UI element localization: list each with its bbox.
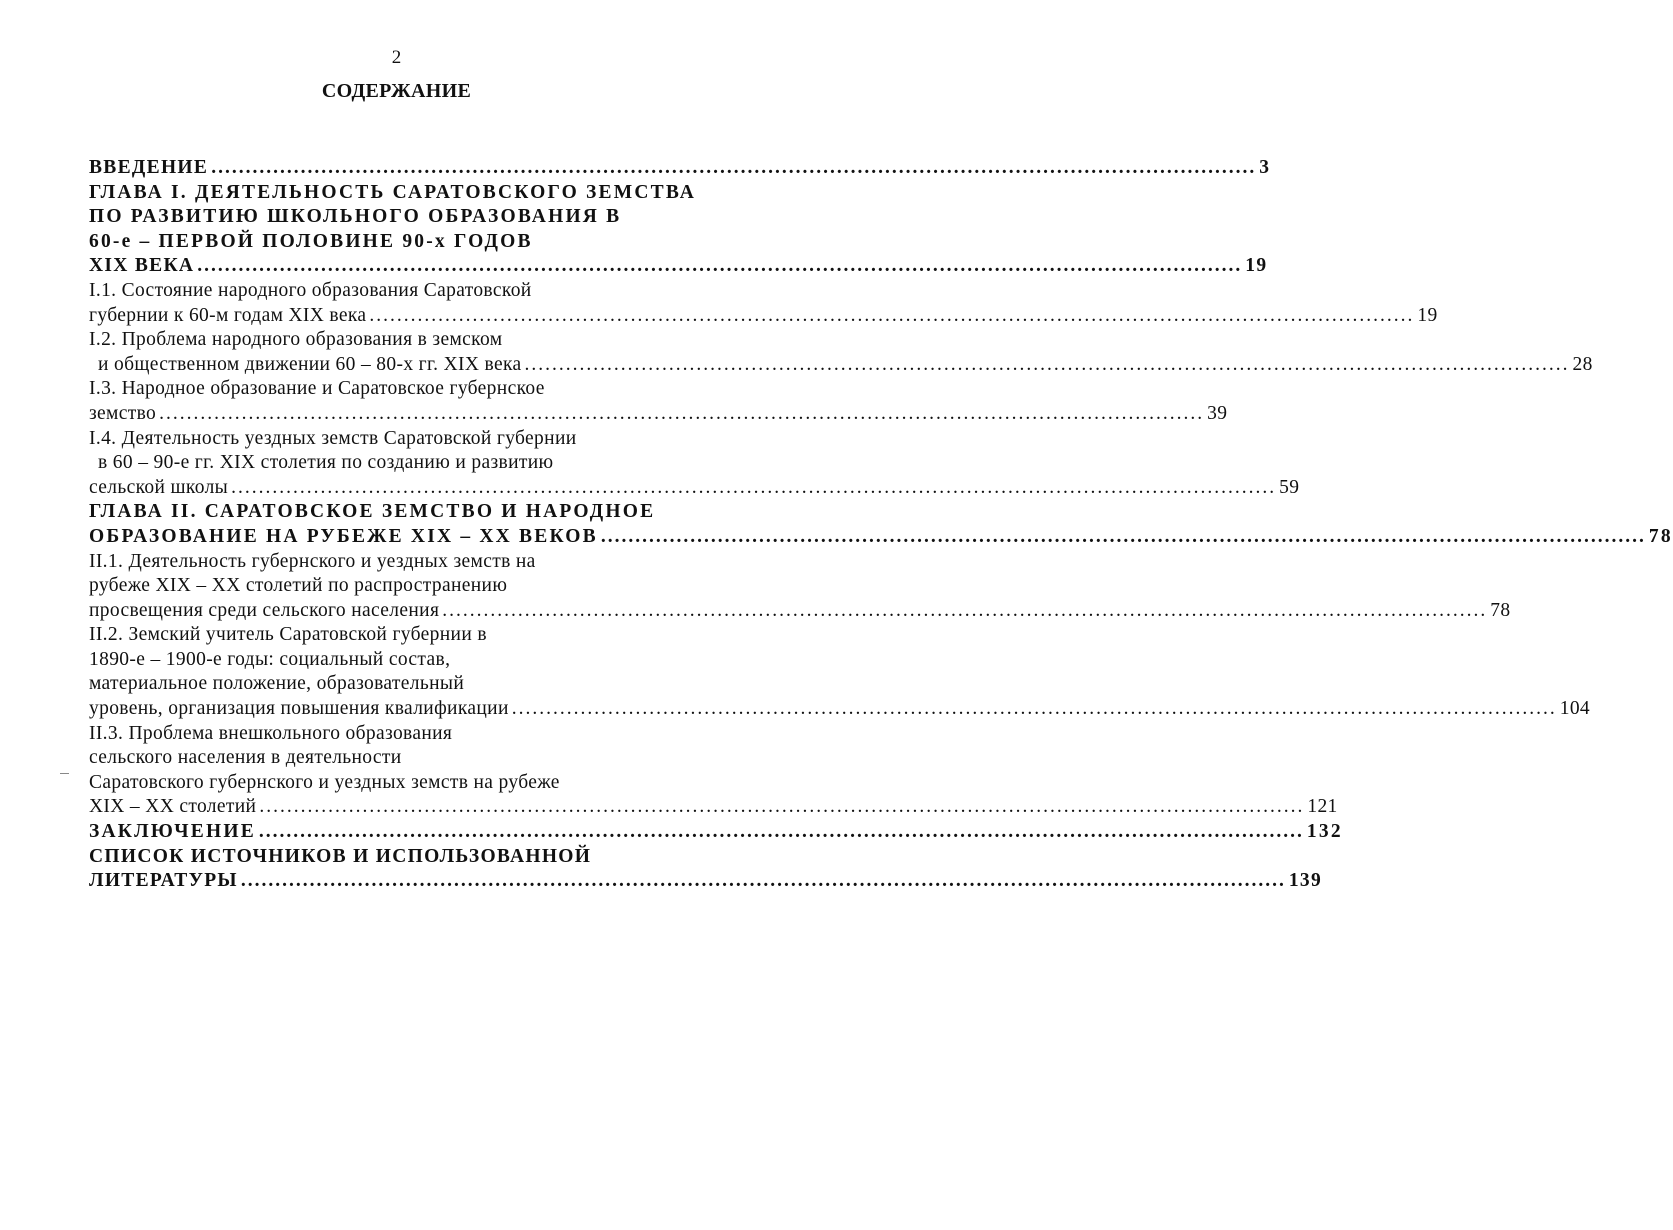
toc-section-line: 1890-е – 1900-е годы: социальный состав,: [89, 648, 451, 670]
dot-leader: ........................................................................................................................................................: [524, 353, 1570, 375]
toc-title: просвещения среди сельского населения: [89, 599, 440, 621]
table-of-contents: [89, 156, 1673, 894]
toc-title: сельской школы: [89, 476, 229, 498]
toc-page: 121: [1307, 796, 1338, 818]
toc-title: ВВЕДЕНИЕ: [89, 157, 209, 178]
toc-page: 78: [1648, 525, 1673, 547]
toc-entry-section-2-2: [89, 697, 1591, 722]
toc-entry-chapter-2: [89, 525, 1673, 550]
dot-leader: ........................................................................................................................................................: [258, 821, 1304, 843]
toc-title: губернии к 60-м годам XIX века: [89, 304, 367, 326]
toc-page: 3: [1259, 157, 1271, 178]
toc-page: 59: [1279, 476, 1300, 498]
toc-section-line: I.2. Проблема народного образования в земском: [89, 329, 503, 351]
dot-leader: ........................................................................................................................................................: [197, 255, 1243, 277]
toc-chapter-1-line: 60-е – ПЕРВОЙ ПОЛОВИНЕ 90-х ГОДОВ: [89, 230, 533, 252]
dot-leader: ........................................................................................................................................................: [240, 870, 1286, 892]
toc-title: уровень, организация повышения квалификации: [89, 698, 509, 720]
toc-entry-section-1-3: [89, 402, 1228, 427]
toc-entry-section-2-3: [89, 795, 1338, 820]
toc-entry-section-1-4: [89, 476, 1300, 501]
toc-page: 28: [1572, 353, 1593, 375]
toc-page: 19: [1417, 304, 1438, 326]
toc-title: ЛИТЕРАТУРЫ: [89, 870, 238, 892]
toc-section-line: I.3. Народное образование и Саратовское губернское: [89, 378, 545, 400]
toc-sources-line: СПИСОК ИСТОЧНИКОВ И ИСПОЛЬЗОВАННОЙ: [89, 845, 592, 867]
toc-entry-chapter-1: [89, 254, 1268, 279]
toc-chapter-1-line: ГЛАВА I. ДЕЯТЕЛЬНОСТЬ САРАТОВСКОГО ЗЕМСТВА: [89, 181, 697, 203]
toc-title: XIX – XX столетий: [89, 796, 257, 818]
toc-section-line: в 60 – 90-е гг. XIX столетия по созданию и развитию: [98, 452, 554, 474]
toc-title: земство: [89, 402, 157, 424]
dot-leader: ........................................................................................................................................................: [511, 698, 1557, 720]
page-number: 2: [391, 47, 402, 68]
toc-section-line: сельского населения в деятельности: [89, 747, 402, 769]
toc-entry-section-1-2: [89, 353, 1593, 378]
dot-leader: ........................................................................................................................................................: [211, 157, 1257, 178]
toc-entry-conclusion: [89, 820, 1343, 845]
toc-title: ЗАКЛЮЧЕНИЕ: [89, 821, 256, 843]
toc-section-line: I.1. Состояние народного образования Саратовской: [89, 279, 532, 301]
dot-leader: ........................................................................................................................................................: [159, 402, 1205, 424]
toc-page: 104: [1559, 698, 1591, 720]
toc-section-line: II.1. Деятельность губернского и уездных земств на: [89, 550, 536, 572]
toc-entry-section-1-1: [89, 304, 1438, 329]
toc-chapter-2-line: ГЛАВА II. САРАТОВСКОЕ ЗЕМСТВО И НАРОДНОЕ: [89, 501, 656, 523]
toc-section-line: I.4. Деятельность уездных земств Саратовской губернии: [89, 427, 577, 449]
toc-entry-section-2-1: [89, 599, 1511, 624]
dot-leader: ........................................................................................................................................................: [600, 525, 1646, 547]
dot-leader: ........................................................................................................................................................: [259, 796, 1305, 818]
scan-mark: [60, 773, 69, 774]
dot-leader: ........................................................................................................................................................: [369, 304, 1415, 326]
dot-leader: ........................................................................................................................................................: [231, 476, 1277, 498]
toc-section-line: II.3. Проблема внешкольного образования: [89, 722, 453, 744]
toc-page: 78: [1490, 599, 1511, 621]
toc-title: ОБРАЗОВАНИЕ НА РУБЕЖЕ XIX – XX ВЕКОВ: [89, 525, 598, 547]
toc-section-line: рубеже XIX – XX столетий по распространению: [89, 575, 508, 597]
toc-chapter-1-line: ПО РАЗВИТИЮ ШКОЛЬНОГО ОБРАЗОВАНИЯ В: [89, 206, 622, 228]
toc-entry-intro: [89, 156, 1271, 181]
toc-page: 139: [1288, 870, 1323, 892]
toc-section-line: II.2. Земский учитель Саратовской губернии в: [89, 624, 487, 646]
toc-page: 19: [1245, 255, 1268, 277]
toc-entry-sources: [89, 869, 1323, 894]
toc-section-line: материальное положение, образовательный: [89, 673, 465, 695]
toc-title: XIX ВЕКА: [89, 255, 195, 277]
toc-page: 39: [1207, 402, 1228, 424]
toc-page: 132: [1306, 821, 1343, 843]
toc-section-line: Саратовского губернского и уездных земств на рубеже: [89, 771, 560, 793]
page-title: СОДЕРЖАНИЕ: [321, 80, 472, 102]
toc-title: и общественном движении 60 – 80-х гг. XIX века: [98, 353, 522, 375]
dot-leader: ........................................................................................................................................................: [442, 599, 1488, 621]
